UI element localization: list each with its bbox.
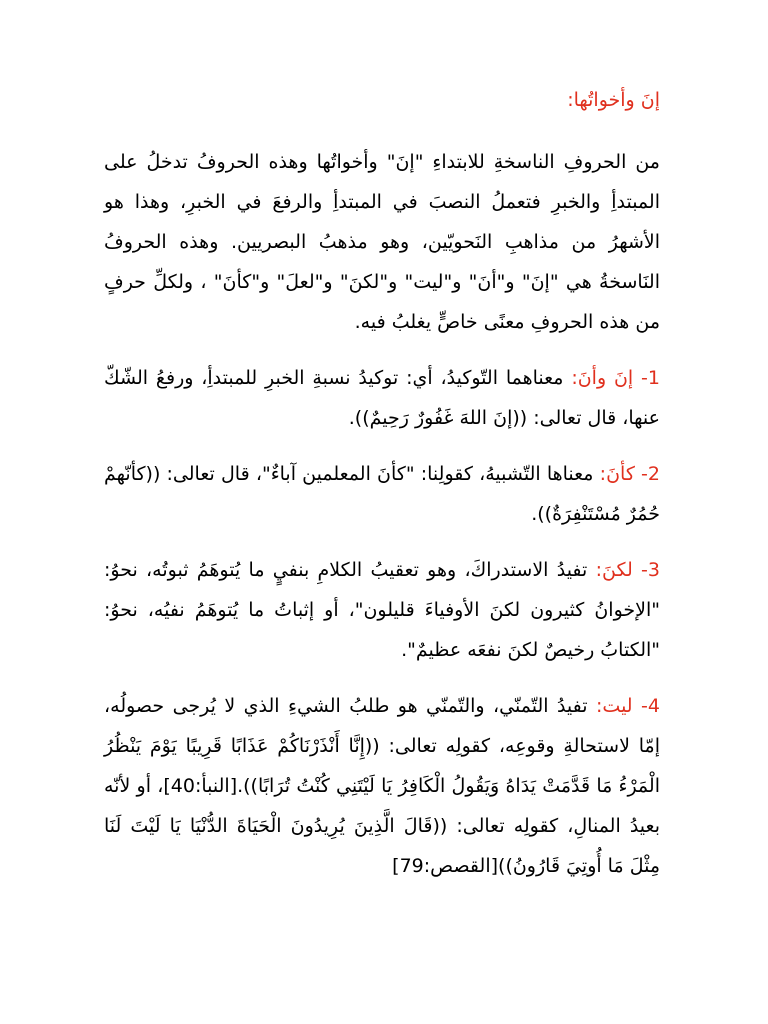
item-3-term: 3- لكنَ: — [595, 559, 660, 581]
item-4-term: 4- ليت: — [596, 695, 660, 717]
item-2-term: 2- كأنَ: — [599, 463, 660, 485]
section-heading: إنَ وأخواتُها: — [567, 89, 660, 111]
item-2-text: معناها التّشبيهُ، كقولِنا: "كأنَ المعلمين آباءٌ"، قال تعالى: ((كأنّهمْ حُمُرٌ مُسْتَنْفِرَةٌ)). — [104, 463, 660, 525]
item-1-term: 1- إنَ وأنَ: — [571, 367, 660, 389]
item-1-paragraph — [104, 358, 660, 438]
intro-paragraph: من الحروفِ الناسخةِ للابتداءِ "إنَ" وأخواتُها وهذه الحروفُ تدخلُ على المبتدأِ والخبرِ فتعملُ النصبَ في المبتدأِ والرفعَ في الخبرِ، وهذا هو الأشهرُ من مذاهبِ النَحويّين، وهو مذهبُ البصريين. وهذه الحروفُ النَاسخةُ هي "إنَ" و"أنَ" و"ليت" و"لكنَ" و"لعلَ" و"كأنَ" ، ولكلِّ حرفٍ من هذه الحروفِ معنًى خاصٍّ يغلبُ فيه. — [104, 151, 660, 333]
item-1-text: معناهما التّوكيدُ، أي: توكيدُ نسبةِ الخبرِ للمبتدأِ، ورفعُ الشّكّ عنها، قال تعالى: ((إنَ اللهَ غَفُورٌ رَحِيمٌ)). — [104, 367, 660, 429]
item-4-text: تفيدُ التّمنّي، والتّمنّي هو طلبُ الشيءِ الذي لا يُرجى حصولُه، إمّا لاستحالةِ وقوعِه، كقولِه تعالى: ((إِنَّا أَنْذَرْنَاكُمْ عَذَابًا قَرِيبًا يَوْمَ يَنْظُرُ الْمَرْءُ مَا قَدَّمَتْ يَدَاهُ وَيَقُولُ الْكَافِرُ يَا لَيْتَنِي كُنْتُ تُرَابًا)).[النبأ:40]، أو لأنّه بعيدُ المنالِ، كقولِه تعالى: ((قَالَ الَّذِينَ يُرِيدُونَ الْحَيَاةَ الدُّنْيَا يَا لَيْتَ لَنَا مِثْلَ مَا أُوتِيَ قَارُونُ))[القصص:79] — [104, 695, 660, 877]
item-3-paragraph — [104, 550, 660, 670]
item-3-text: تفيدُ الاستدراكَ، وهو تعقيبُ الكلامِ بنفيٍ ما يُتوهَمُ ثبوتُه، نحوُ: "الإخوانُ كثيرون لكنَ الأوفياءَ قليلون"، أو إثباتُ ما يُتوهَمُ نفيُه، نحوُ: "الكتابُ رخيصٌ لكنَ نفعَه عظيمٌ". — [104, 559, 660, 661]
item-2-paragraph — [104, 454, 660, 534]
item-4-paragraph — [104, 686, 660, 886]
